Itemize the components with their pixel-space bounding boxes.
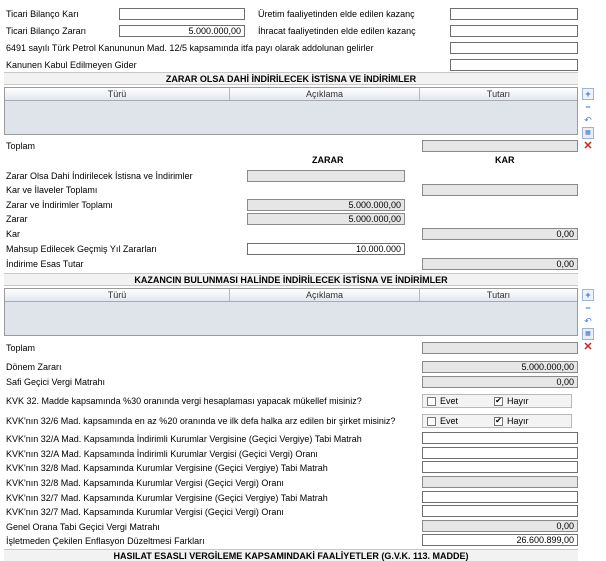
kvk326-evet-checkbox[interactable] [427,417,436,426]
safi-label: Safi Geçici Vergi Matrahı [6,377,106,387]
kvk326-hayir-checkbox[interactable]: ✔ [495,416,502,425]
zarar-toplam-label: Toplam [6,141,36,151]
remove-row-icon[interactable]: − [585,101,591,112]
mahsup-input[interactable]: 10.000.000 [247,243,405,255]
kazanc-section-title: KAZANCIN BULUNMASI HALİNDE İNDİRİLECEK İSTİSNA VE İNDİRİMLER [4,273,578,286]
genel-matrah-label: Genel Orana Tabi Geçici Vergi Matrahı [6,522,160,532]
calculator-icon[interactable]: ▦ [582,328,594,340]
kvk32a-oran-input[interactable] [422,447,578,459]
zarar-olsa-value [247,170,405,182]
kkeg-input[interactable] [450,59,578,71]
kazanc-grid-header [5,289,577,302]
donem-zarari-label: Dönem Zararı [6,362,62,372]
undo-icon[interactable]: ↶ [584,114,592,125]
kvk327-oran-input[interactable] [422,505,578,517]
zarar-column-header: ZARAR [312,155,344,165]
kazanc-istisna-grid[interactable] [4,288,578,336]
enflasyon-label: İşletmeden Çekilen Enflasyon Düzeltmesi Farkları [6,536,205,546]
zarar-grid-toolbar [582,87,596,152]
zarar-olsa-label: Zarar Olsa Dahi İndirilecek İstisna ve İndirimler [6,171,193,181]
ticari-kari-label: Ticari Bilanço Karı [6,9,79,19]
kvk326-hayir-label: Hayır [507,416,529,426]
kvk32-hayir-checkbox[interactable]: ✔ [495,396,502,405]
delete-icon[interactable]: ✕ [583,340,593,353]
kvk32-evet-label: Evet [440,396,459,406]
kvk326-option-group [422,414,572,428]
zarar-section-title: ZARAR OLSA DAHİ İNDİRİLECEK İSTİSNA VE İNDİRİMLER [4,72,578,85]
ihracat-input[interactable] [450,25,578,37]
ihracat-label: İhracat faaliyetinden elde edilen kazanç [258,26,416,36]
kazanc-grid-toolbar [582,288,596,353]
kvk326-evet-label: Evet [440,416,459,426]
kar-column-header: KAR [495,155,515,165]
enflasyon-input[interactable]: 26.600.899,00 [422,534,578,546]
zarar-istisna-grid[interactable] [4,87,578,135]
zarar-indirim-label: Zarar ve İndirimler Toplamı [6,200,113,210]
kvk32-option-group [422,394,572,408]
kvk327-oran-label: KVK'nın 32/7 Mad. Kapsamında Kurumlar Vergisi (Geçici Vergi) Oranı [6,507,284,517]
kvk328-oran-label: KVK'nın 32/8 Mad. Kapsamında Kurumlar Vergisi (Geçici Vergi) Oranı [6,478,284,488]
kvk32-hayir-label: Hayır [507,396,529,406]
kvk327-matrah-label: KVK'nın 32/7 Mad. Kapsamında Kurumlar Vergisine (Geçici Vergiye) Tabi Matrah [6,493,328,503]
kvk32-evet-checkbox[interactable] [427,397,436,406]
kvk327-matrah-input[interactable] [422,491,578,503]
kvk326-label: KVK'nın 32/6 Mad. kapsamında en az %20 oranında ve ilk defa halka arz edilen bir şirket misiniz? [6,416,396,426]
hasilat-section-title: HASILAT ESASLI VERGİLEME KAPSAMINDAKİ FAALİYETLER (G.V.K. 113. MADDE) [4,549,578,561]
uretim-input[interactable] [450,8,578,20]
kazanc-toplam-value [422,342,578,354]
kvk328-oran-value [422,476,578,488]
safi-value: 0,00 [422,376,578,388]
calculator-icon[interactable]: ▦ [582,127,594,139]
kvk328-matrah-label: KVK'nın 32/8 Mad. Kapsamında Kurumlar Vergisine (Geçici Vergiye) Tabi Matrah [6,463,328,473]
zarar-grid-header [5,88,577,101]
kar-label: Kar [6,229,21,239]
kar-ilaveler-value [422,184,578,196]
ticari-kari-input[interactable] [119,8,245,20]
mahsup-label: Mahsup Edilecek Geçmiş Yıl Zararları [6,244,157,254]
kvk328-matrah-input[interactable] [422,461,578,473]
kkeg-label: Kanunen Kabul Edilmeyen Gider [6,60,137,70]
kvk32a-matrah-input[interactable] [422,432,578,444]
ticari-zarari-label: Ticari Bilanço Zararı [6,26,87,36]
genel-matrah-value: 0,00 [422,520,578,532]
petrol-input[interactable] [450,42,578,54]
add-row-icon[interactable]: + [582,289,594,301]
delete-icon[interactable]: ✕ [583,139,593,152]
grid-col-tutari: Tutarı [486,89,511,99]
kvk32-label: KVK 32. Madde kapsamında %30 oranında vergi hesaplaması yapacak mükellef misiniz? [6,396,362,406]
grid-col-tutari: Tutarı [486,290,511,300]
kar-value: 0,00 [422,228,578,240]
petrol-label: 6491 sayılı Türk Petrol Kanununun Mad. 12/5 kapsamında itfa payı olarak addolunan gelirler [6,43,374,53]
uretim-label: Üretim faaliyetinden elde edilen kazanç [258,9,415,19]
add-row-icon[interactable]: + [582,88,594,100]
zarar-label: Zarar [6,214,28,224]
grid-col-aciklama: Açıklama [230,88,420,100]
ticari-zarari-input[interactable]: 5.000.000,00 [119,25,245,37]
grid-col-turu: Türü [5,289,230,301]
zarar-indirim-value: 5.000.000,00 [247,199,405,211]
remove-row-icon[interactable]: − [585,302,591,313]
grid-col-aciklama: Açıklama [230,289,420,301]
donem-zarari-value: 5.000.000,00 [422,361,578,373]
kazanc-toplam-label: Toplam [6,343,36,353]
zarar-value: 5.000.000,00 [247,213,405,225]
grid-col-turu: Türü [5,88,230,100]
kvk32a-oran-label: KVK'nın 32/A Mad. Kapsamında İndirimli Kurumlar Vergisi (Geçici Vergi) Oranı [6,449,318,459]
undo-icon[interactable]: ↶ [584,315,592,326]
indirime-esas-label: İndirime Esas Tutar [6,259,84,269]
zarar-toplam-value [422,140,578,152]
kvk32a-matrah-label: KVK'nın 32/A Mad. Kapsamında İndirimli Kurumlar Vergisine (Geçici Vergiye) Tabi Matrah [6,434,362,444]
kar-ilaveler-label: Kar ve İlaveler Toplamı [6,185,98,195]
indirime-esas-value: 0,00 [422,258,578,270]
